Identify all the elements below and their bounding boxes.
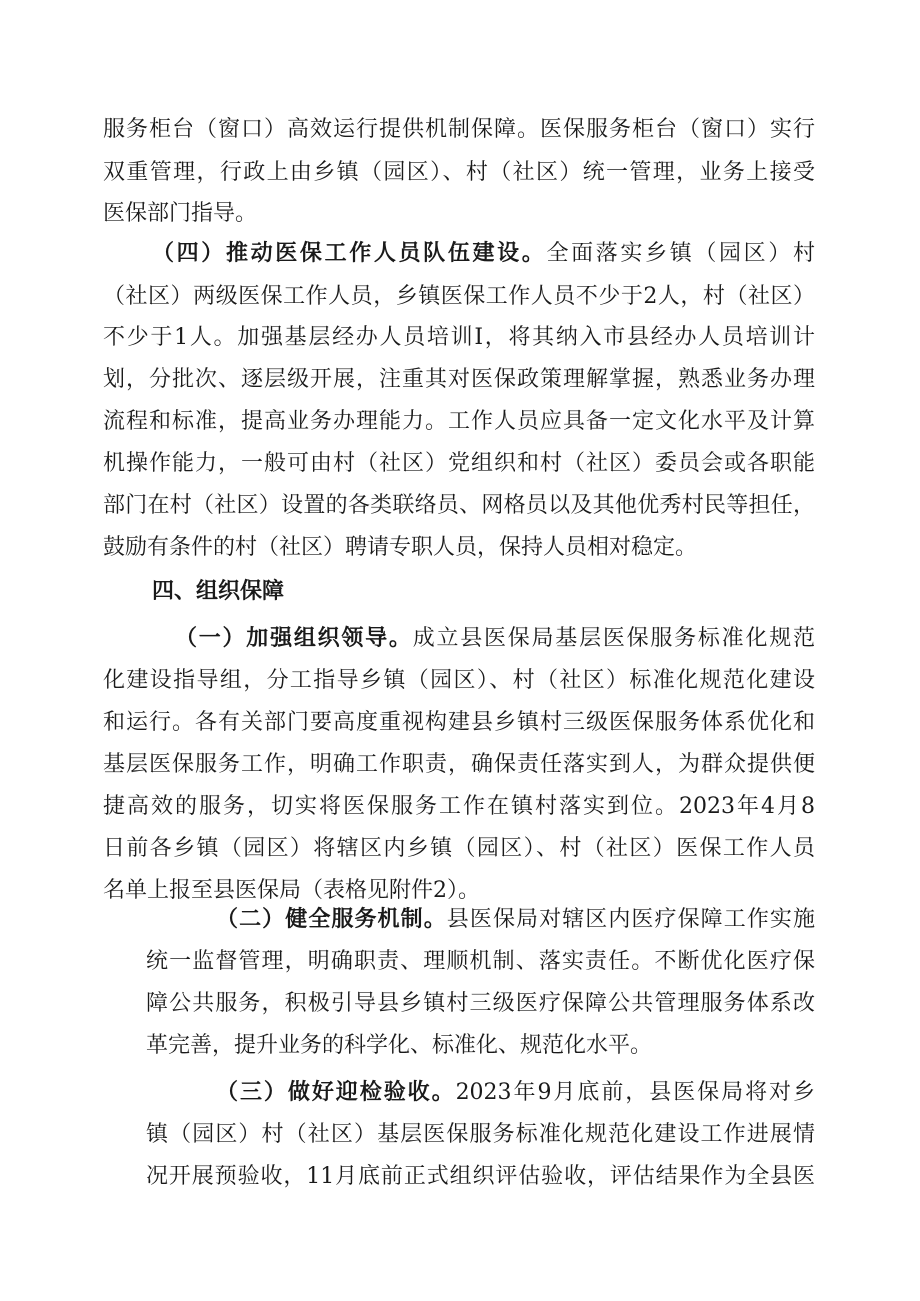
paragraph-line: 日前各乡镇（园区）将辖区内乡镇（园区）、村（社区）医保工作人员 [103, 836, 815, 861]
paragraph-line: 况开展预验收，11月底前正式组织评估验收，评估结果作为全县医 [146, 1164, 815, 1189]
paragraph-heading: （一）加强组织领导。 [175, 626, 413, 651]
paragraph-line: 名单上报至县医保局（表格见附件2）。 [103, 878, 480, 903]
paragraph-line: 障公共服务，积极引导县乡镇村三级医疗保障公共管理服务体系改 [146, 991, 815, 1016]
paragraph-text: 成立县医保局基层医保服务标准化规范 [412, 626, 815, 651]
paragraph-line: 部门在村（社区）设置的各类联络员、网格员以及其他优秀村民等担任， [103, 493, 815, 518]
paragraph-heading: （二）健全服务机制。 [216, 907, 447, 932]
paragraph-first-line [216, 900, 815, 940]
paragraph-line: 不少于1人。加强基层经办人员培训I，将其纳入市县经办人员培训计 [103, 325, 815, 350]
paragraph-line: 双重管理，行政上由乡镇（园区）、村（社区）统一管理，业务上接受 [103, 160, 815, 185]
paragraph-line: 医保部门指导。 [103, 201, 258, 226]
paragraph-line: 革完善，提升业务的科学化、标准化、规范化水平。 [146, 1033, 653, 1058]
paragraph-line: 基层医保服务工作，明确工作职责，确保责任落实到人，为群众提供便 [103, 752, 815, 777]
paragraph-first-line [152, 234, 815, 274]
paragraph-line: 捷高效的服务，切实将医保服务工作在镇村落实到位。2023年4月8 [103, 794, 815, 819]
paragraph-text: 全面落实乡镇（园区）村 [546, 241, 815, 266]
paragraph-heading: （三）做好迎检验收。 [216, 1080, 456, 1105]
section-title: 四、组织保障 [152, 579, 285, 604]
paragraph-text: 县医保局对辖区内医疗保障工作实施 [446, 907, 815, 932]
paragraph-line: 划，分批次、逐层级开展，注重其对医保政策理解掌握，熟悉业务办理 [103, 367, 815, 392]
paragraph-heading: （四）推动医保工作人员队伍建设。 [152, 241, 547, 266]
paragraph-text: 2023年9月底前，县医保局将对乡 [455, 1080, 815, 1105]
paragraph-line: 化建设指导组，分工指导乡镇（园区）、村（社区）标准化规范化建设 [103, 668, 815, 693]
paragraph-line: 镇（园区）村（社区）基层医保服务标准化规范化建设工作进展情 [146, 1122, 815, 1147]
paragraph-first-line [216, 1073, 815, 1113]
paragraph-line: （社区）两级医保工作人员，乡镇医保工作人员不少于2人，村（社区） [103, 284, 815, 309]
paragraph-line: 统一监督管理，明确职责、理顺机制、落实责任。不断优化医疗保 [146, 949, 815, 974]
paragraph-line: 和运行。各有关部门要高度重视构建县乡镇村三级医保服务体系优化和 [103, 710, 815, 735]
paragraph-line: 服务柜台（窗口）高效运行提供机制保障。医保服务柜台（窗口）实行 [103, 117, 815, 142]
paragraph-line: 鼓励有条件的村（社区）聘请专职人员，保持人员相对稳定。 [103, 535, 698, 560]
paragraph-line: 机操作能力，一般可由村（社区）党组织和村（社区）委员会或各职能 [103, 451, 815, 476]
paragraph-first-line [175, 619, 815, 659]
paragraph-line: 流程和标准，提高业务办理能力。工作人员应具备一定文化水平及计算 [103, 409, 815, 434]
